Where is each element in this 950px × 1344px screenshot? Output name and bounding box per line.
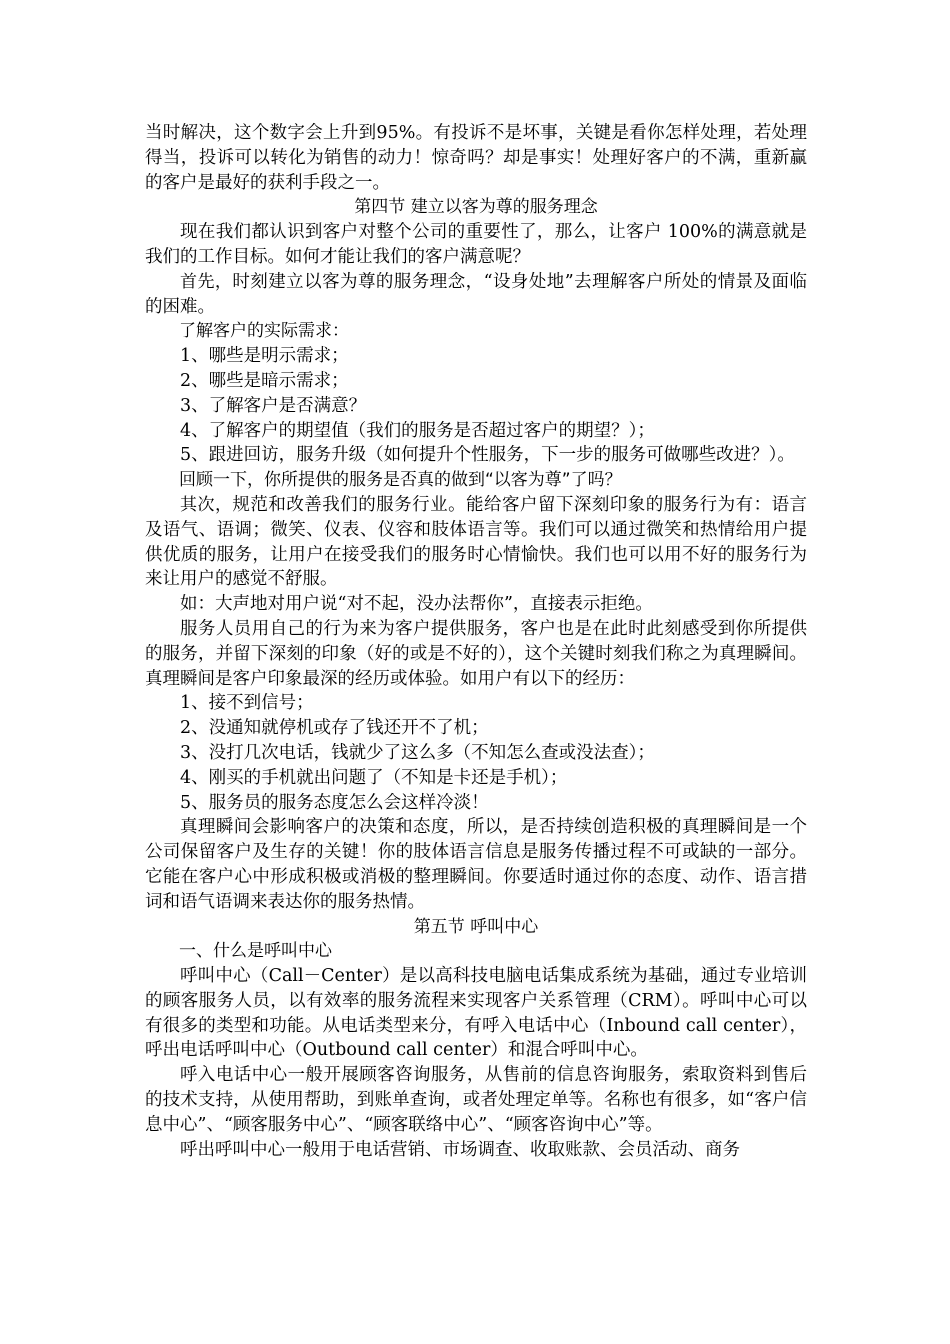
list-item: 4、了解客户的期望值（我们的服务是否超过客户的期望？）；	[180, 420, 655, 441]
paragraph-outbound: 呼出呼叫中心一般用于电话营销、市场调查、收取账款、会员活动、商务	[180, 1139, 740, 1160]
list-item: 5、跟进回访，服务升级（如何提升个性服务，下一步的服务可做哪些改进？）。	[180, 445, 795, 466]
paragraph-intro-end: 当时解决，这个数字会上升到95%。有投诉不是坏事，关键是看你怎样处理，若处理得当，投诉可以转化为销售的动力！惊奇吗？却是事实！处理好客户的不满，重新赢的客户是最好的获利手段之一。	[145, 123, 807, 193]
paragraph-customer-importance: 现在我们都认识到客户对整个公司的重要性了，那么，让客户 100%的满意就是我们的工作目标。如何才能让我们的客户满意呢？	[145, 222, 807, 267]
paragraph-call-center-definition: 呼叫中心（Call－Center）是以高科技电脑电话集成系统为基础，通过专业培训的顾客服务人员，以有效率的服务流程来实现客户关系管理（CRM）。呼叫中心可以有很多的类型和功能。从电话类型来分，有呼入电话中心（Inbound call center），呼出电话呼叫中心（Outbound call center）和混合呼叫中心。	[145, 966, 807, 1061]
list-item: 2、没通知就停机或存了钱还开不了机；	[180, 718, 489, 739]
paragraph-first-principle	[145, 270, 807, 320]
list-item: 4、刚买的手机就出问题了（不知是卡还是手机）；	[180, 767, 568, 788]
paragraph-moment-of-truth: 服务人员用自己的行为来为客户提供服务，客户也是在此时此刻感受到你所提供的服务，并留下深刻的印象（好的或是不好的），这个关键时刻我们称之为真理瞬间。真理瞬间是客户印象最深的经历或体验。如用户有以下的经历：	[145, 618, 807, 689]
section-4-title: 第四节 建立以客为尊的服务理念	[354, 197, 598, 218]
first-lead: 首先，	[180, 271, 233, 292]
document-page	[145, 121, 807, 1162]
list-item: 2、哪些是暗示需求；	[180, 370, 349, 391]
paragraph-inbound: 呼入电话中心一般开展顾客咨询服务，从售前的信息咨询服务，索取资料到售后的技术支持，从使用帮助，到账单查询，或者处理定单等。名称也有很多，如“客户信息中心”、“顾客服务中心”、“顾客联络中心”、“顾客咨询中心”等。	[145, 1065, 807, 1135]
list-item: 1、接不到信号；	[180, 693, 314, 714]
second-lead: 其次，	[180, 494, 233, 515]
list-item: 1、哪些是明示需求；	[180, 346, 349, 367]
list-item: 3、没打几次电话，钱就少了这么多（不知怎么查或没法查）；	[180, 742, 655, 763]
paragraph-moment-impact: 真理瞬间会影响客户的决策和态度，所以，是否持续创造积极的真理瞬间是一个公司保留客户及生存的关键！你的肢体语言信息是服务传播过程不可或缺的一部分。它能在客户心中形成积极或消极的整理瞬间。你要适时通过你的态度、动作、语言措词和语气语调来表达你的服务热情。	[145, 817, 807, 912]
needs-heading: 了解客户的实际需求：	[179, 321, 349, 342]
first-text: 时刻建立以客为尊的服务理念，“设身处地”去理解客户所处的情景及面临的困难。	[145, 271, 807, 317]
paragraph-second-principle	[145, 493, 807, 592]
paragraph-example: 如：大声地对用户说“对不起，没办法帮你”，直接表示拒绝。	[180, 594, 653, 615]
list-item: 5、服务员的服务态度怎么会这样冷淡！	[180, 792, 489, 813]
list-item: 3、了解客户是否满意？	[180, 395, 367, 416]
second-text: 规范和改善我们的服务行业。能给客户留下深刻印象的服务行为有：语言及语气、语调；微笑、仪表、仪容和肢体语言等。我们可以通过微笑和热情给用户提供优质的服务，让用户在接受我们的服务时心情愉快。我们也可以用不好的服务行为来让用户的感觉不舒服。	[145, 494, 808, 590]
section-5-title: 第五节 呼叫中心	[413, 916, 539, 937]
subsection-title: 一、什么是呼叫中心	[179, 941, 332, 962]
review-question: 回顾一下，你所提供的服务是否真的做到“以客为尊”了吗？	[179, 470, 622, 491]
